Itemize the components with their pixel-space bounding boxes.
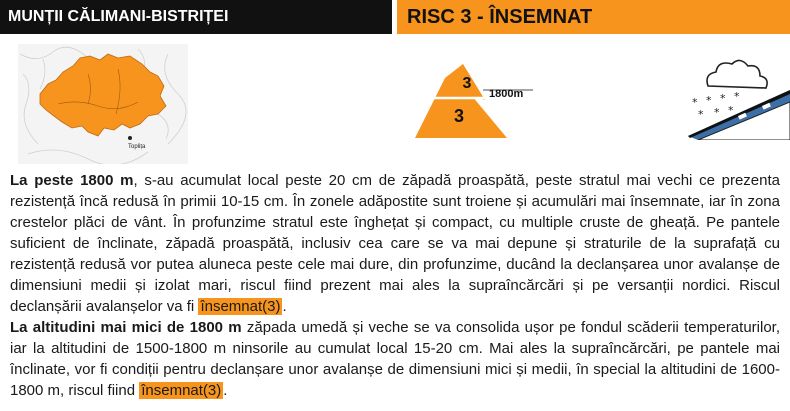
- region-map: [18, 44, 188, 164]
- svg-text:*: *: [698, 108, 704, 121]
- paragraph-lead-above: La peste 1800 m: [10, 172, 134, 189]
- svg-text:*: *: [692, 96, 698, 109]
- town-marker: [128, 136, 132, 140]
- paragraph-body-above: , s-au acumulat local peste 20 cm de zăpadă proaspătă, peste stratul mai vechi ce prezenta rezistență încă redusă în primii 10-15 cm. În zonele adăpostite sunt troiene și acumulări mai însemnate, iar în zona crestelor plăci de vânt. În profunzime stratul este înghețat și compact, cu multiple cruste de gheață. Pe pantele suficient de înclinate, zăpadă proaspătă, inclusiv cea care se va mai depune și straturile de la suprafață cu rezistență redusă vor putea aluneca peste cele mai dure, din profunzime, ducând la declanșarea unor avalanșe de dimensiuni medii și izolat mari, riscul fiind prezent mai ales la supraîncărcări și pe versanții nordici. Riscul declanșării avalanșelor va fi: [10, 172, 780, 315]
- slope-snow: [698, 102, 790, 140]
- svg-text:*: *: [728, 104, 734, 117]
- bulletin-text: [10, 170, 780, 401]
- town-label: Toplița: [128, 144, 146, 150]
- paragraph-lead-below: La altitudini mai mici de 1800 m: [10, 319, 242, 336]
- paragraph-above-1800: [10, 170, 780, 317]
- paragraph-body-below: zăpada umedă și veche se va consolida ușor pe fondul scăderii temperaturilor, iar la altitudini de 1500-1800 m ninsorile au cumulat local 15-20 cm. Mai ales la supraîncărcări, pe pantele mai înclinate, vor fi condiții pentru declanșare unor avalanșe de dimensiuni mici și medii, în special la altitudini de 1600-1800 m, riscul fiind: [10, 319, 780, 399]
- svg-text:*: *: [714, 106, 720, 119]
- svg-text:*: *: [706, 94, 712, 107]
- risk-badge-below: însemnat(3): [141, 382, 222, 399]
- svg-text:*: *: [720, 92, 726, 105]
- risk-above-number: 3: [462, 75, 472, 92]
- risk-below-number: 3: [453, 106, 465, 126]
- snow-cloud-on-slope-icon: [678, 56, 790, 140]
- paragraph-below-1800: [10, 317, 780, 401]
- svg-text:*: *: [734, 90, 740, 103]
- risk-level-title: RISC 3 - ÎNSEMNAT: [397, 0, 790, 34]
- region-title: MUNȚII CĂLIMANI-BISTRIȚEI: [0, 0, 392, 34]
- paragraph-tail-above: .: [282, 298, 287, 315]
- risk-badge-above: însemnat(3): [200, 298, 281, 315]
- cloud-shape: [707, 60, 767, 88]
- paragraph-tail-below: .: [223, 382, 228, 399]
- altitude-risk-graphic: [405, 60, 540, 142]
- altitude-label: 1800m: [489, 88, 524, 100]
